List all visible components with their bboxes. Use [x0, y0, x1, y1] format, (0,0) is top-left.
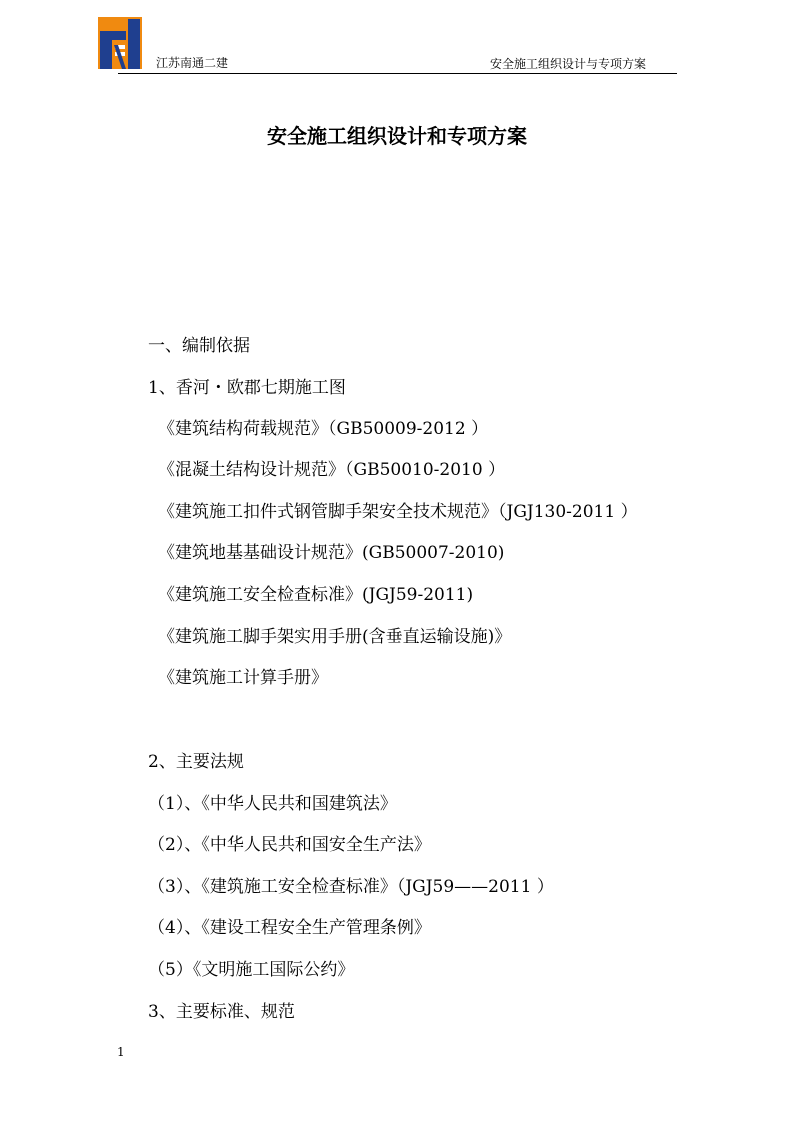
list-item-law: （5）《文明施工国际公约》 [148, 960, 355, 980]
list-item-standard: 《建筑施工计算手册》 [158, 668, 328, 688]
header-company-name: 江苏南通二建 [156, 56, 229, 70]
list-item-standard: 《建筑施工安全检查标准》(JGJ59-2011) [158, 585, 474, 605]
page-number: 1 [117, 1045, 125, 1059]
list-item-standard: 《混凝土结构设计规范》（GB50010-2010 ） [158, 460, 506, 480]
page-title: 安全施工组织设计和专项方案 [267, 124, 527, 148]
company-logo [98, 17, 142, 69]
section-heading-laws: 2、主要法规 [148, 752, 244, 772]
list-item-law: （2）、《中华人民共和国安全生产法》 [148, 835, 431, 855]
list-item-law: （1）、《中华人民共和国建筑法》 [148, 794, 397, 814]
list-item-law: （4）、《建设工程安全生产管理条例》 [148, 918, 431, 938]
header-document-title: 安全施工组织设计与专项方案 [490, 57, 647, 71]
list-item-drawings: 1、香河・欧郡七期施工图 [148, 378, 346, 398]
list-item-standard: 《建筑地基基础设计规范》(GB50007-2010) [158, 543, 505, 563]
list-item-law: （3）、《建筑施工安全检查标准》（JGJ59——2011 ） [148, 877, 554, 897]
list-item-standard: 《建筑结构荷载规范》（GB50009-2012 ） [158, 419, 489, 439]
section-heading-basis: 一、编制依据 [148, 336, 250, 356]
list-item-standard: 《建筑施工脚手架实用手册(含垂直运输设施)》 [158, 627, 512, 647]
header-divider [118, 73, 677, 74]
section-heading-specs: 3、主要标准、规范 [148, 1002, 295, 1022]
list-item-standard: 《建筑施工扣件式钢管脚手架安全技术规范》（JGJ130-2011 ） [158, 502, 638, 522]
